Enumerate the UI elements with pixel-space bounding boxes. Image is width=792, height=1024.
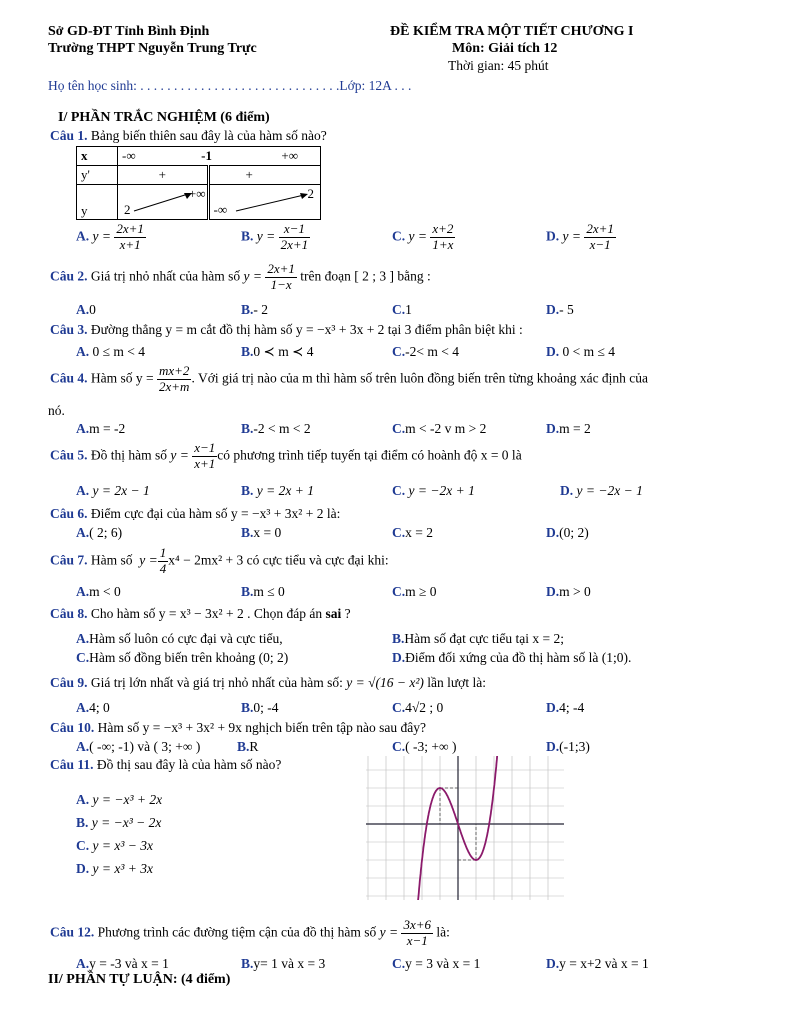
formula-prefix: y =	[170, 447, 189, 463]
option-label: C.	[76, 838, 90, 853]
q9-option-b	[241, 700, 279, 716]
question-text: Giá trị nhỏ nhất của hàm số	[90, 268, 241, 284]
q4-option-c	[392, 421, 486, 437]
q9-option-c	[392, 700, 443, 716]
option-label: C.	[392, 739, 406, 754]
question-text: Giá trị lớn nhất và giá trị nhỏ nhất của hàm số:	[90, 675, 343, 690]
exam-title: ĐỀ KIỂM TRA MỘT TIẾT CHƯƠNG I	[390, 24, 634, 39]
arrow-up-icon	[234, 189, 314, 215]
question-label: Câu 2.	[50, 268, 88, 284]
denominator: 2x+m	[159, 378, 190, 394]
fraction	[279, 222, 311, 253]
q10-option-a	[76, 739, 200, 755]
question-label: Câu 12.	[50, 924, 95, 940]
option-text: y = −x³ − 2x	[91, 815, 162, 830]
question-text: có phương trình tiếp tuyến tại điểm có hoành độ x = 0 là	[217, 447, 522, 463]
q6-option-c	[392, 525, 433, 541]
question-6	[50, 506, 340, 522]
fraction	[157, 364, 191, 395]
option-label: D.	[546, 421, 560, 436]
option-label: B.	[392, 631, 405, 646]
question-text: Hàm số y = −x³ + 3x² + 9x nghịch biến trên tập nào sau đây?	[97, 720, 426, 735]
option-text: y = −2x − 1	[576, 483, 643, 498]
option-label: D.	[546, 525, 560, 540]
question-text: Phương trình các đường tiệm cận của đồ thị hàm số	[97, 924, 377, 940]
q9-option-a	[76, 700, 110, 716]
option-text: y = x+2 và x = 1	[559, 956, 649, 971]
q8-option-b	[392, 631, 564, 647]
question-text: Bảng biến thiên sau đây là của hàm số nào?	[90, 128, 327, 143]
table-pos-inf: +∞	[208, 147, 321, 166]
option-prefix: y =	[92, 228, 111, 244]
option-text: x = 0	[253, 525, 282, 540]
option-text: 0 ≤ m < 4	[92, 344, 146, 359]
formula-prefix: y =	[139, 552, 158, 568]
denominator: 4	[159, 560, 167, 576]
numerator: x+2	[432, 221, 454, 236]
subject: Môn: Giải tích 12	[452, 41, 558, 56]
option-label: A.	[76, 228, 90, 244]
q1-option-c	[392, 222, 455, 253]
student-info-line: Họ tên học sinh: . . . . . . . . . . . . . . . . . . . . . . . . . . . . . .Lớp: 12A . . .	[48, 78, 412, 93]
table-y-prime-label: y'	[77, 166, 118, 185]
table-sign-left: +	[118, 166, 209, 185]
table-sign-right: +	[208, 166, 321, 185]
option-prefix: y =	[408, 228, 427, 244]
option-label: C.	[392, 421, 406, 436]
q11-option-d	[76, 861, 153, 877]
option-text: Hàm số đạt cực tiểu tại x = 2;	[404, 631, 565, 646]
option-text: - 5	[559, 302, 574, 317]
formula-prefix: y =	[243, 268, 262, 284]
q6-option-d	[546, 525, 589, 541]
option-text: m < -2 v m > 2	[405, 421, 487, 436]
question-text: Đồ thị sau đây là của hàm số nào?	[96, 757, 282, 772]
table-val-pos-inf: +∞	[188, 186, 206, 201]
option-label: B.	[241, 483, 254, 498]
question-7	[50, 546, 389, 577]
option-text: m ≥ 0	[405, 584, 437, 599]
q5-option-c	[392, 483, 475, 499]
question-2	[50, 262, 431, 293]
option-label: B.	[241, 228, 254, 244]
option-label: A.	[76, 739, 90, 754]
option-label: D.	[546, 700, 560, 715]
question-5	[50, 441, 522, 472]
formula-prefix: y =	[379, 924, 399, 940]
q8-option-a	[76, 631, 283, 647]
option-label: C.	[392, 302, 406, 317]
fraction	[265, 262, 297, 293]
option-text: R	[249, 739, 259, 754]
option-label: A.	[76, 700, 90, 715]
q8-option-c	[76, 650, 288, 666]
denominator: 2x+1	[280, 236, 309, 252]
variation-table	[76, 146, 321, 220]
question-3	[50, 322, 523, 338]
question-label: Câu 5.	[50, 447, 88, 463]
denominator: x−1	[406, 932, 428, 948]
option-label: C.	[392, 584, 406, 599]
option-text: m = 2	[559, 421, 591, 436]
option-text: x = 2	[405, 525, 433, 540]
question-12	[50, 918, 450, 949]
numerator: 3x+6	[403, 917, 432, 932]
option-label: B.	[76, 815, 89, 830]
q7-option-d	[546, 584, 591, 600]
table-val-2-right: 2	[307, 186, 314, 201]
question-text: Cho hàm số y = x³ − 3x² + 2 . Chọn đáp án	[90, 606, 323, 621]
q4-option-d	[546, 421, 591, 437]
option-text: m < 0	[89, 584, 121, 599]
option-label: C.	[392, 228, 406, 244]
option-label: D.	[546, 584, 560, 599]
option-text: y = 2x + 1	[256, 483, 314, 498]
option-label: B.	[241, 700, 254, 715]
option-label: A.	[76, 302, 90, 317]
question-label: Câu 7.	[50, 552, 88, 568]
denominator: 1−x	[270, 276, 292, 292]
option-text: m ≤ 0	[253, 584, 285, 599]
question-label: Câu 3.	[50, 322, 88, 337]
option-label: A.	[76, 344, 90, 359]
option-label: B.	[237, 739, 250, 754]
option-prefix: y =	[562, 228, 581, 244]
denominator: 1+x	[432, 236, 454, 252]
fraction	[192, 441, 217, 472]
option-text: ( -3; +∞ )	[405, 739, 457, 754]
question-text: trên đoạn [ 2 ; 3 ] bằng :	[300, 268, 431, 284]
question-label: Câu 6.	[50, 506, 88, 521]
numerator: 1	[159, 545, 167, 560]
question-text: . Với giá trị nào của m thì hàm số trên luôn đồng biến trên từng khoảng xác định của	[191, 370, 649, 386]
option-label: D.	[546, 739, 560, 754]
table-y-right	[208, 185, 321, 220]
denominator: x−1	[589, 236, 611, 252]
q11-option-c	[76, 838, 153, 854]
question-label: Câu 1.	[50, 128, 88, 143]
exam-time: Thời gian: 45 phút	[448, 58, 549, 73]
part1-title: I/ PHẦN TRẮC NGHIỆM (6 điểm)	[58, 110, 270, 125]
option-label: A.	[76, 584, 90, 599]
q9-option-d	[546, 700, 584, 716]
question-label: Câu 8.	[50, 606, 88, 621]
q2-option-b	[241, 302, 268, 318]
option-text: y = −x³ + 2x	[92, 792, 163, 807]
q12-option-a	[76, 956, 169, 972]
q5-option-d	[560, 483, 643, 499]
question-text: Hàm số y =	[90, 370, 154, 386]
option-text: y = 3 và x = 1	[405, 956, 481, 971]
table-y-left	[118, 185, 209, 220]
table-neg-inf: -∞	[122, 148, 136, 163]
q7-option-a	[76, 584, 121, 600]
department-name: Sở GD-ĐT Tỉnh Bình Định	[48, 24, 210, 39]
table-val-2: 2	[124, 202, 131, 217]
question-label: Câu 9.	[50, 675, 88, 690]
question-9	[50, 675, 486, 691]
option-text: -2< m < 4	[405, 344, 459, 359]
q2-option-a	[76, 302, 96, 318]
school-name: Trường THPT Nguyễn Trung Trực	[48, 41, 257, 56]
part2-title: II/ PHẦN TỰ LUẬN: (4 điểm)	[48, 972, 231, 987]
q3-option-a	[76, 344, 145, 360]
q2-option-d	[546, 302, 574, 318]
option-text: Hàm số đồng biến trên khoảng (0; 2)	[89, 650, 289, 665]
option-text: 4; -4	[559, 700, 585, 715]
option-text: 4; 0	[89, 700, 110, 715]
table-x-values	[118, 147, 212, 166]
numerator: x−1	[194, 440, 216, 455]
option-text: y = −2x + 1	[408, 483, 475, 498]
formula: y = √(16 − x²)	[346, 675, 424, 690]
option-label: B.	[241, 302, 254, 317]
option-label: C.	[392, 344, 406, 359]
q6-option-a	[76, 525, 122, 541]
question-label: Câu 11.	[50, 757, 94, 772]
numerator: 2x+1	[267, 261, 295, 276]
table-minus-one: -1	[201, 148, 212, 163]
question-text: Đồ thị hàm số	[90, 447, 168, 463]
option-text: y = x³ − 3x	[92, 838, 153, 853]
q1-option-d	[546, 222, 616, 253]
fraction	[158, 546, 169, 577]
option-label: A.	[76, 483, 90, 498]
option-label: D.	[546, 228, 560, 244]
option-label: D.	[546, 302, 560, 317]
option-text: Điểm đối xứng của đồ thị hàm số là (1;0).	[405, 650, 632, 665]
question-text: ?	[344, 606, 351, 621]
option-label: A.	[76, 956, 90, 971]
q8-option-d	[392, 650, 631, 666]
option-label: B.	[241, 956, 254, 971]
question-10	[50, 720, 426, 736]
q1-option-a	[76, 222, 146, 253]
denominator: x+1	[194, 455, 216, 471]
option-label: A.	[76, 525, 90, 540]
q3-option-b	[241, 344, 314, 360]
option-text: ( -∞; -1) và ( 3; +∞ )	[89, 739, 201, 754]
question-4	[50, 364, 648, 395]
q6-option-b	[241, 525, 281, 541]
option-text: 0 ≺ m ≺ 4	[253, 344, 314, 359]
q3-option-c	[392, 344, 459, 360]
option-text: y = 2x − 1	[92, 483, 150, 498]
option-text: m > 0	[559, 584, 591, 599]
q7-option-b	[241, 584, 285, 600]
option-text: 0 < m ≤ 4	[562, 344, 616, 359]
fraction	[584, 222, 616, 253]
option-label: C.	[392, 956, 406, 971]
option-text: (0; 2)	[559, 525, 589, 540]
table-y-label: y	[77, 185, 118, 220]
question-label: Câu 10.	[50, 720, 95, 735]
question-emphasis: sai	[325, 606, 342, 621]
q10-option-d	[546, 739, 590, 755]
option-text: y= 1 và x = 3	[253, 956, 326, 971]
option-text: y = x³ + 3x	[92, 861, 153, 876]
question-label: Câu 4.	[50, 370, 88, 386]
numerator: 2x+1	[116, 221, 144, 236]
q3-option-d	[546, 344, 615, 360]
question-1	[50, 128, 327, 144]
q12-option-b	[241, 956, 325, 972]
question-text: Điểm cực đại của hàm số y = −x³ + 3x² + 2 là:	[90, 506, 341, 521]
option-label: B.	[241, 584, 254, 599]
function-graph	[366, 756, 564, 900]
fraction	[114, 222, 146, 253]
table-val-neg-inf: -∞	[213, 202, 228, 217]
question-11	[50, 757, 281, 773]
q5-option-a	[76, 483, 150, 499]
option-text: 1	[405, 302, 412, 317]
option-text: Hàm số luôn có cực đại và cực tiểu,	[89, 631, 283, 646]
option-text: -2 < m < 2	[253, 421, 311, 436]
fraction	[430, 222, 455, 253]
q4-option-b	[241, 421, 311, 437]
numerator: 2x+1	[586, 221, 614, 236]
question-8	[50, 606, 351, 622]
numerator: mx+2	[159, 363, 190, 378]
question-text: là:	[436, 924, 450, 940]
option-label: C.	[76, 650, 90, 665]
fraction	[401, 918, 433, 949]
option-label: D.	[76, 861, 90, 876]
option-text: 4√2 ; 0	[405, 700, 444, 715]
arrow-up-icon	[132, 189, 198, 215]
option-label: D.	[560, 483, 574, 498]
q4-option-a	[76, 421, 125, 437]
option-label: B.	[241, 344, 254, 359]
option-label: B.	[241, 525, 254, 540]
question-text: x⁴ − 2mx² + 3 có cực tiểu và cực đại khi:	[168, 552, 389, 568]
question-text: Hàm số	[90, 552, 133, 568]
option-text: (-1;3)	[559, 739, 590, 754]
q1-option-b	[241, 222, 310, 253]
q4-continuation: nó.	[48, 403, 65, 418]
q12-option-c	[392, 956, 480, 972]
option-label: D.	[546, 956, 560, 971]
numerator: x−1	[279, 222, 311, 238]
q10-option-c	[392, 739, 456, 755]
option-label: A.	[76, 792, 90, 807]
option-text: y = -3 và x = 1	[89, 956, 169, 971]
option-label: B.	[241, 421, 254, 436]
option-text: ( 2; 6)	[89, 525, 123, 540]
option-prefix: y =	[256, 228, 276, 244]
option-text: 0; -4	[253, 700, 279, 715]
q10-option-b	[237, 739, 258, 755]
question-text: lần lượt là:	[427, 675, 486, 690]
option-text: - 2	[253, 302, 269, 317]
table-x-label: x	[77, 147, 118, 166]
option-label: A.	[76, 421, 90, 436]
question-text: Đường thẳng y = m cắt đồ thị hàm số y = −x³ + 3x + 2 tại 3 điểm phân biệt khi :	[90, 322, 523, 337]
option-label: C.	[392, 483, 406, 498]
option-label: C.	[392, 525, 406, 540]
q12-option-d	[546, 956, 649, 972]
q7-option-c	[392, 584, 437, 600]
option-label: D.	[546, 344, 560, 359]
option-label: D.	[392, 650, 406, 665]
q5-option-b	[241, 483, 314, 499]
option-text: 0	[89, 302, 96, 317]
q11-option-b	[76, 815, 161, 831]
option-label: C.	[392, 700, 406, 715]
denominator: x+1	[119, 236, 141, 252]
option-text: m = -2	[89, 421, 126, 436]
option-label: A.	[76, 631, 90, 646]
q11-option-a	[76, 792, 162, 808]
q2-option-c	[392, 302, 412, 318]
